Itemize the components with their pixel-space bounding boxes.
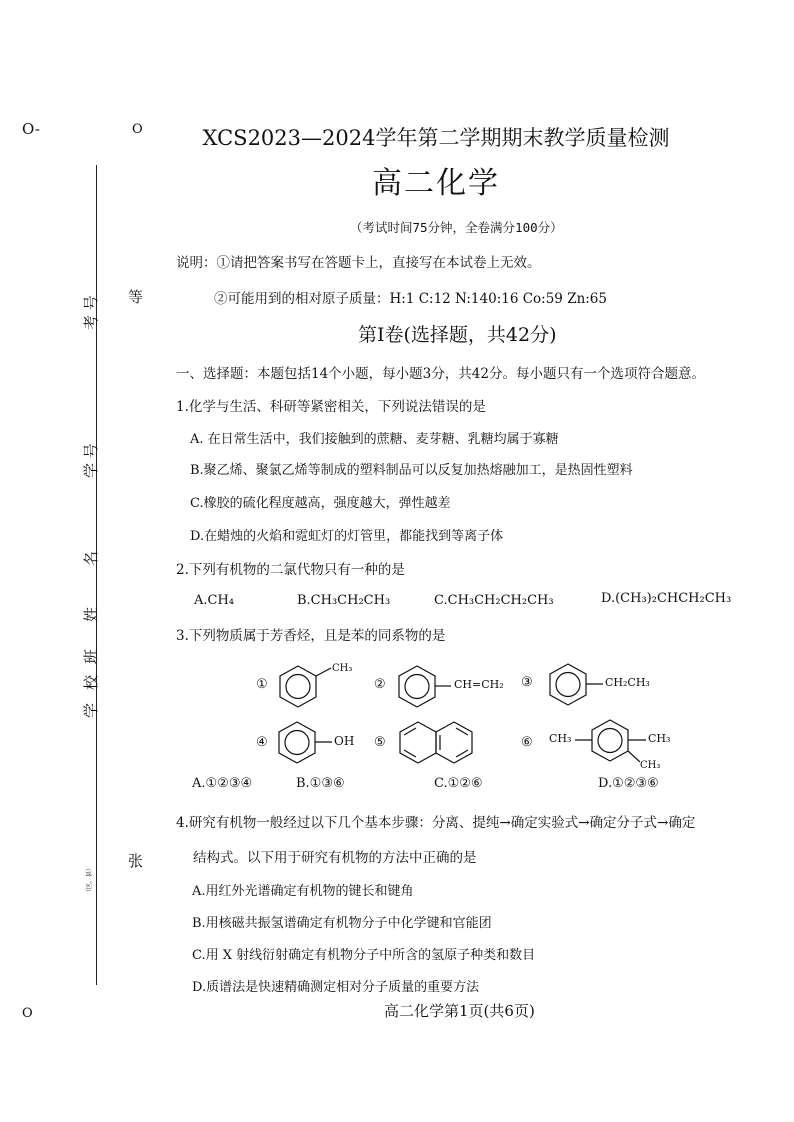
structure-3-benzene-icon bbox=[550, 664, 603, 705]
structure-5-naphthalene-icon bbox=[400, 722, 472, 763]
structure-4-benzene-icon bbox=[279, 722, 332, 763]
q2-option-c: C.CH₃CH₂CH₂CH₃ bbox=[434, 593, 554, 608]
q3-group-6a: CH₃ bbox=[549, 732, 572, 745]
q2-option-a: A.CH₄ bbox=[194, 593, 235, 608]
q3-option-d: D.①②③⑥ bbox=[598, 776, 659, 791]
q3-label-3: ③ bbox=[521, 675, 533, 690]
q4-option-d: D.质谱法是快速精确测定相对分子质量的重要方法 bbox=[192, 980, 480, 995]
q3-group-6c: CH₃ bbox=[640, 760, 661, 771]
q3-group-4: OH bbox=[334, 734, 355, 748]
margin-label-county: （区，县） bbox=[86, 864, 93, 895]
q3-label-1: ① bbox=[256, 677, 268, 692]
margin-label-ban: 班 bbox=[82, 648, 100, 664]
q3-stem: 3.下列物质属于芳香烃，且是苯的同系物的是 bbox=[176, 628, 446, 644]
exam-subject: 高二化学 bbox=[372, 166, 500, 201]
exam-title: XCS2023—2024学年第二学期期末教学质量检测 bbox=[202, 126, 670, 150]
instruction-note-1: 说明：①请把答案书写在答题卡上，直接写在本试卷上无效。 bbox=[176, 255, 541, 271]
q2-option-b: B.CH₃CH₂CH₃ bbox=[297, 593, 391, 608]
q3-label-6: ⑥ bbox=[521, 735, 533, 750]
margin-mark-top: O bbox=[132, 122, 143, 137]
q3-option-c: C.①②⑥ bbox=[434, 776, 483, 791]
margin-label-ming: 名 bbox=[82, 550, 100, 566]
page-footer: 高二化学第1页(共6页) bbox=[384, 1002, 535, 1020]
q3-label-2: ② bbox=[374, 677, 386, 692]
q3-option-a: A.①②③④ bbox=[192, 776, 253, 791]
q1-stem: 1.化学与生活、科研等紧密相关，下列说法错误的是 bbox=[176, 399, 486, 415]
q3-option-b: B.①③⑥ bbox=[296, 776, 345, 791]
margin-label-xue: 学 bbox=[82, 702, 100, 718]
q4-stem-line1: 4.研究有机物一般经过以下几个基本步骤：分离、提纯→确定实验式→确定分子式→确定 bbox=[176, 815, 696, 831]
margin-char-deng: 等 bbox=[128, 288, 144, 306]
margin-char-zhang: 张 bbox=[128, 852, 144, 870]
q3-group-3: CH₂CH₃ bbox=[605, 676, 650, 689]
q3-label-5: ⑤ bbox=[374, 735, 386, 750]
q2-option-d: D.(CH₃)₂CHCH₂CH₃ bbox=[601, 591, 732, 606]
margin-mark-bottom: O bbox=[22, 1006, 33, 1021]
margin-label-xuehao: 学 号 bbox=[82, 443, 100, 478]
exam-time-info: （考试时间75分钟，全卷满分100分） bbox=[350, 220, 563, 235]
q3-group-2: CH=CH₂ bbox=[454, 678, 504, 691]
margin-label-kaohao: 考 号 bbox=[82, 295, 100, 330]
q3-group-1: CH₃ bbox=[332, 663, 353, 674]
q1-option-a: A. 在日常生活中，我们接触到的蔗糖、麦芽糖、乳糖均属于寡糖 bbox=[190, 432, 559, 447]
q3-label-4: ④ bbox=[256, 735, 268, 750]
q4-option-b: B.用核磁共振氢谱确定有机物分子中化学键和官能团 bbox=[192, 916, 492, 931]
q2-stem: 2.下列有机物的二氯代物只有一种的是 bbox=[176, 562, 405, 578]
structure-1-benzene-icon bbox=[280, 666, 331, 707]
margin-label-xing: 姓 bbox=[82, 606, 100, 622]
q4-option-c: C.用 X 射线衍射确定有机物分子中所含的氢原子种类和数目 bbox=[192, 948, 536, 963]
q1-option-d: D.在蜡烛的火焰和霓虹灯的灯管里，都能找到等离子体 bbox=[190, 529, 504, 544]
section-title: 第I卷(选择题，共42分) bbox=[358, 324, 557, 346]
margin-mark-top-left: O- bbox=[22, 120, 40, 138]
section-instruction: 一、选择题：本题包括14个小题，每小题3分，共42分。每小题只有一个选项符合题意。 bbox=[176, 366, 705, 382]
q4-option-a: A.用红外光谱确定有机物的键长和键角 bbox=[192, 884, 414, 899]
margin-label-xiao: 校 bbox=[82, 674, 100, 690]
q1-option-c: C.橡胶的硫化程度越高，强度越大，弹性越差 bbox=[190, 496, 451, 511]
q4-stem-line2: 结构式。以下用于研究有机物的方法中正确的是 bbox=[193, 850, 477, 866]
q3-group-6b: CH₃ bbox=[648, 732, 671, 745]
structure-2-benzene-icon bbox=[399, 666, 451, 707]
structure-6-benzene-icon bbox=[575, 720, 646, 762]
instruction-note-2: ②可能用到的相对原子质量：H:1 C:12 N:140:16 Co:59 Zn:65 bbox=[214, 291, 607, 307]
q1-option-b: B.聚乙烯、聚氯乙烯等制成的塑料制品可以反复加热熔融加工，是热固性塑料 bbox=[190, 463, 633, 478]
